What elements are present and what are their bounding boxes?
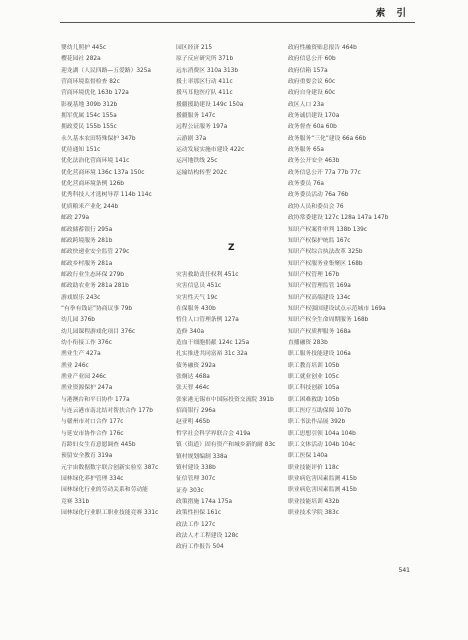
index-entry: 职工文体活动 104b 104c	[288, 442, 356, 449]
index-entry: 优秀科技人才选树导荐 114b 114c	[61, 192, 152, 199]
index-entry: 与港澳台和平日协作 177a	[61, 396, 130, 403]
index-entry: 职工教育培训 105b	[288, 362, 340, 369]
page-title: 索 引	[375, 8, 410, 19]
index-entry: 邮政跨境服务 281b	[61, 237, 113, 244]
index-entry: “有拳有钱证”协商议事 79b	[61, 305, 133, 312]
index-entry: 张天智 464c	[176, 385, 210, 392]
index-entry: 援疆服务 147c	[176, 113, 216, 120]
index-entry: 园林绿化养护管理 334c	[61, 476, 124, 483]
index-entry: 政协人员和委员会 76	[288, 203, 344, 210]
index-entry: 征信管理 307c	[176, 476, 216, 483]
index-entry: 政府工作报告 504	[176, 544, 224, 551]
index-entry: 拥军优属 154c 155a	[61, 113, 117, 120]
index-entry: 在保服务 430b	[176, 306, 216, 313]
index-entry: 政务信息公开 77a 77b 77c	[288, 169, 361, 176]
index-entry: 渔业 246c	[61, 362, 89, 369]
index-entry: 与赣州市对口合作 177c	[61, 419, 124, 426]
section-letter-z: Z	[228, 243, 235, 253]
page-number: 541	[398, 567, 410, 574]
index-entry: 营商环境优化 163b 172a	[61, 90, 129, 97]
index-entry: 优化营商环境条例 126b	[61, 181, 124, 188]
index-entry: 运动发展实施市建设 422c	[176, 147, 245, 154]
index-entry: 政府自身建设 60c	[288, 90, 336, 97]
index-column-1	[61, 43, 174, 519]
index-entry: 政府信箱 157a	[288, 67, 328, 74]
index-entry: 知识产权强国建设试点示范城市 169a	[288, 305, 386, 312]
index-entry: 造血干细胞捐献 124c 125a	[176, 340, 250, 347]
index-entry: 政务公开安全 463b	[288, 158, 340, 165]
index-entry: 迎龙湖（人民四路—五爱路）325a	[61, 67, 151, 74]
index-entry: 镇村规划编制 338a	[176, 453, 228, 460]
header-rule	[60, 22, 415, 23]
index-entry: 职业技能评价 118c	[288, 464, 339, 471]
index-entry: 园林绿化行业的劳动关系和劳动能	[61, 487, 148, 494]
index-entry: 职工书法作品展 392b	[288, 419, 346, 426]
index-entry: 职工服务技能建设 106a	[288, 351, 351, 358]
index-entry: 援马耳他医疗队 411c	[176, 90, 233, 97]
index-entry: 赵亚明 465b	[176, 419, 210, 426]
index-entry: 云游剧 37a	[176, 135, 207, 142]
index-entry: 运输结构转型 202c	[176, 169, 227, 176]
index-column-2-z	[176, 270, 289, 554]
index-entry: 邮政行业生态环保 279b	[61, 271, 124, 278]
index-entry: 知识产权质押服务 168a	[288, 328, 351, 335]
index-entry: 政务督查 60a 60b	[288, 124, 337, 131]
index-entry: 政府性融资贴息报告 464b	[288, 45, 357, 51]
index-entry: 政府信息公开 60b	[288, 56, 336, 63]
index-entry: 优质粮米产业化 244b	[61, 203, 119, 210]
index-entry: 职业技术学院 383c	[288, 510, 339, 517]
index-entry: 职工科技创新 105a	[288, 385, 340, 392]
index-entry: 远东消费区 310a 313b	[176, 67, 239, 74]
index-entry: 邮政 279a	[61, 215, 90, 222]
index-entry: 预留安全教育 319a	[61, 453, 113, 460]
index-entry: 职工医疗互助保障 107b	[288, 408, 351, 414]
index-entry: 援疆援助建设 149c 150a	[176, 101, 244, 108]
index-column-3	[288, 43, 401, 519]
index-entry: 邮政乡村服务 281a	[61, 260, 113, 267]
index-entry: 职工就业创业 105c	[288, 373, 339, 380]
index-entry: 政府重要会议 60c	[288, 79, 336, 86]
index-entry: 樱花园社 282a	[61, 56, 101, 63]
index-entry: 竞赛 331b	[61, 498, 90, 505]
index-entry: 知识产权保护统监 167c	[288, 237, 351, 244]
index-entry: 知识产权全生命周期服务 168b	[288, 317, 369, 324]
index-entry: 政策性担保 161c	[176, 510, 222, 517]
index-entry: 游戏娱乐 243c	[61, 294, 101, 301]
index-entry: 与延安市协作合作 176c	[61, 430, 124, 437]
index-entry: 政务服务“三化”建设 66a 66b	[288, 135, 367, 142]
index-entry: 政区人口 23a	[288, 101, 324, 108]
index-entry: 政协常委建设 127c 128a 147a 147b	[288, 215, 389, 222]
index-column-2	[176, 43, 289, 179]
index-entry: 灾害性天气 19c	[176, 294, 218, 301]
index-entry: 镇村建设 338b	[176, 464, 216, 471]
index-entry: 政法人才工程建设 128c	[176, 532, 239, 539]
index-entry: 幼儿园 376b	[61, 317, 95, 324]
index-entry: 政务服务 65a	[288, 147, 324, 154]
index-entry: 永久基本农田特殊保护 347b	[61, 135, 136, 142]
index-entry: 园林绿化行业职工职业技能竞赛 331c	[61, 510, 159, 517]
index-entry: 影视基地 309b 312b	[61, 101, 118, 108]
index-entry: 知识产权案件审判 138b 139c	[288, 226, 368, 233]
index-entry: 职业技能培训 432b	[288, 498, 340, 505]
index-entry: 优化法治化营商环境 141c	[61, 158, 130, 165]
index-entry: 职业病危害因素监测 415b	[288, 487, 357, 494]
index-entry: 知识产权综合执法改革 325b	[288, 249, 363, 256]
index-entry: 张家港无锡市中国际投资交流院 391b	[176, 396, 274, 403]
index-entry: 邮政快递业安全监管 279c	[61, 249, 130, 256]
index-entry: 镇（街道）固有资产和城乡新的耐 83c	[176, 442, 276, 449]
index-entry: 张炯达 468a	[176, 374, 210, 381]
index-entry: 哲学社会科学界联合会 419a	[176, 430, 251, 437]
index-entry: 原子反应研究所 371b	[176, 56, 234, 63]
index-entry: 直播融资 283b	[288, 339, 328, 346]
index-entry: 职工思想引领 104a 104b	[288, 430, 356, 437]
index-entry: 政务委员活动 76a 76b	[288, 192, 349, 199]
index-entry: 知识产权管理 167b	[288, 271, 340, 278]
index-entry: 幼儿园课程游戏化项目 376c	[61, 328, 136, 335]
index-entry: 元宇宙数据数字联合创新实验室 387c	[61, 464, 159, 471]
index-entry: 运河地铁线 25c	[176, 158, 218, 165]
index-entry: 扎实推进共同富裕 31c 32a	[176, 351, 248, 358]
index-entry: 婴幼儿照护 445c	[61, 45, 107, 51]
index-entry: 邮政助农业务 281a 281b	[61, 283, 129, 290]
index-entry: 知识产权服务业集聚区 168b	[288, 260, 363, 267]
index-entry: 暂住人口管理条例 127a	[176, 317, 239, 324]
index-entry: 远程公证服务 197a	[176, 124, 228, 131]
index-entry: 证券 303c	[176, 487, 204, 494]
index-entry: 园区经济 215	[176, 45, 213, 51]
index-entry: 优待通知 151c	[61, 147, 101, 154]
index-entry: 育龄妇女生育意愿调查 445b	[61, 442, 136, 449]
index-entry: 知识产权高端建设 134c	[288, 294, 351, 301]
index-entry: 政务委员 76a	[288, 181, 324, 188]
index-entry: 政策措施 174a 175a	[176, 498, 233, 505]
index-entry: 邮政储蓄银行 295a	[61, 226, 113, 233]
index-entry: 知识产权管理监管 169a	[288, 283, 351, 290]
index-entry: 职工困难救助 105b	[288, 396, 340, 403]
index-entry: 拥政爱民 155b 155c	[61, 124, 117, 131]
index-entry: 政务诚信建设 170a	[288, 113, 340, 120]
index-entry: 灾害救助责任权利 451c	[176, 272, 239, 278]
index-entry: 优化营商环境 136c 137a 150c	[61, 169, 145, 176]
index-entry: 造修 340a	[176, 328, 205, 335]
index-entry: 渔业资源保护 247a	[61, 385, 113, 392]
index-entry: 渔业产业园 246c	[61, 373, 107, 380]
index-entry: 幼小衔接工作 376c	[61, 339, 112, 346]
index-entry: 与连云港市南北结对帮扶合作 177b	[61, 408, 153, 414]
index-entry: 职工医保 140a	[288, 453, 328, 460]
index-entry: 援土率那区行动 411c	[176, 79, 233, 86]
index-entry: 渔业生产 427a	[61, 351, 101, 358]
index-entry: 债务融资 292a	[176, 362, 216, 369]
index-entry: 招商银行 296a	[176, 408, 216, 415]
index-entry: 营商环境监督检查 82c	[61, 79, 120, 86]
index-entry: 灾害信息员 451c	[176, 283, 222, 290]
index-entry: 职业病危害因素监测 415b	[288, 476, 357, 483]
index-entry: 政法工作 127c	[176, 521, 216, 528]
